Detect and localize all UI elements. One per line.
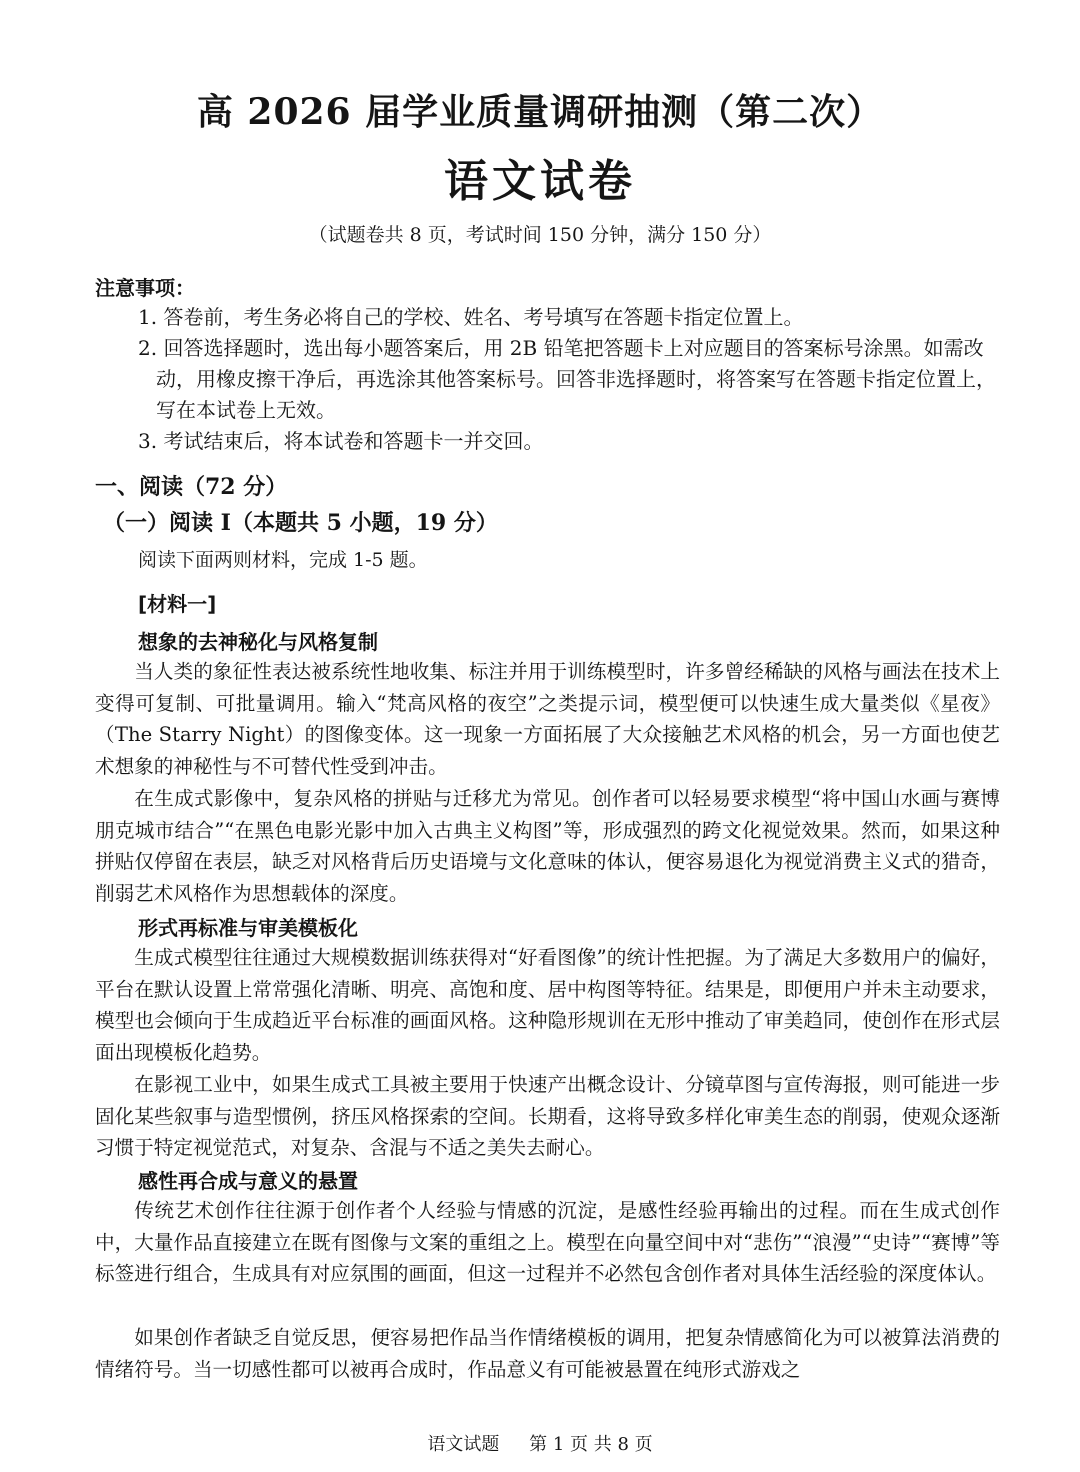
- reading-instruction: 阅读下面两则材料，完成 1-5 题。: [138, 549, 428, 571]
- material-paragraph: 传统艺术创作往往源于创作者个人经验与情感的沉淀，是感性经验再输出的过程。而在生成式创作中，大量作品直接建立在既有图像与文案的重组之上。模型在向量空间中对“悲伤”“浪漫”“史诗”“赛博”等标签进行组合，生成具有对应氛围的画面，但这一过程并不必然包含创作者对具体生活经验的深度体认。: [95, 1199, 1000, 1285]
- notice-list: [138, 302, 1000, 457]
- page-number: 第 1 页 共 8 页: [529, 1434, 653, 1455]
- material-paragraph: 在影视工业中，如果生成式工具被主要用于快速产出概念设计、分镜草图与宣传海报，则可能进一步固化某些叙事与造型惯例，挤压风格探索的空间。长期看，这将导致多样化审美生态的削弱，使观众逐渐习惯于特定视觉范式，对复杂、含混与不适之美失去耐心。: [95, 1073, 1000, 1159]
- material-heading: 想象的去神秘化与风格复制: [138, 630, 378, 654]
- footer-subject: 语文试题: [427, 1434, 500, 1455]
- material-paragraph: 在生成式影像中，复杂风格的拼贴与迁移尤为常见。创作者可以轻易要求模型“将中国山水画与赛博朋克城市结合”“在黑色电影光影中加入古典主义构图”等，形成强烈的跨文化视觉效果。然而，如果这种拼贴仅停留在表层，缺乏对风格背后历史语境与文化意味的体认，便容易退化为视觉消费主义式的猎奇，削弱艺术风格作为思想载体的深度。: [95, 787, 1000, 905]
- material-label: [材料一]: [138, 592, 217, 616]
- notice-heading: 注意事项：: [95, 276, 195, 300]
- subsection-heading: （一）阅读 I（本题共 5 小题，19 分）: [103, 510, 498, 536]
- material-paragraph: 如果创作者缺乏自觉反思，便容易把作品当作情绪模板的调用，把复杂情感简化为可以被算法消费的情绪符号。当一切感性都可以被再合成时，作品意义有可能被悬置在纯形式游戏之: [95, 1326, 1000, 1381]
- notice-item: 1. 答卷前，考生务必将自己的学校、姓名、考号填写在答题卡指定位置上。: [138, 305, 804, 329]
- notice-item: [138, 333, 1000, 426]
- material-paragraph: 生成式模型往往通过大规模数据训练获得对“好看图像”的统计性把握。为了满足大多数用户的偏好，平台在默认设置上常常强化清晰、明亮、高饱和度、居中构图等特征。结果是，即便用户并未主动要求，模型也会倾向于生成趋近平台标准的画面风格。这种隐形规训在无形中推动了审美趋同，使创作在形式层面出现模板化趋势。: [95, 946, 1000, 1064]
- exam-subject-title: 语文试卷: [444, 156, 636, 207]
- exam-title: 高 2026 届学业质量调研抽测（第二次）: [196, 91, 884, 133]
- notice-item-text: 2. 回答选择题时，选出每小题答案后，用 2B 铅笔把答题卡上对应题目的答案标号涂黑。如需改动，用橡皮擦干净后，再选涂其他答案标号。回答非选择题时，将答案写在答题卡指定位置上，写在本试卷上无效。: [138, 336, 996, 422]
- notice-item: 3. 考试结束后，将本试卷和答题卡一并交回。: [138, 429, 544, 453]
- material-heading: 感性再合成与意义的悬置: [138, 1169, 358, 1193]
- material-paragraph: 当人类的象征性表达被系统性地收集、标注并用于训练模型时，许多曾经稀缺的风格与画法在技术上变得可复制、可批量调用。输入“梵高风格的夜空”之类提示词，模型便可以快速生成大量类似《星夜》（The Starry Night）的图像变体。这一现象一方面拓展了大众接触艺术风格的机会，另一方面也使艺术想象的神秘性与不可替代性受到冲击。: [95, 660, 1000, 778]
- exam-info: （试题卷共 8 页，考试时间 150 分钟，满分 150 分）: [308, 224, 772, 246]
- page-footer: [0, 1430, 1080, 1456]
- section-heading: 一、阅读（72 分）: [95, 474, 288, 500]
- material-heading: 形式再标准与审美模板化: [138, 916, 358, 940]
